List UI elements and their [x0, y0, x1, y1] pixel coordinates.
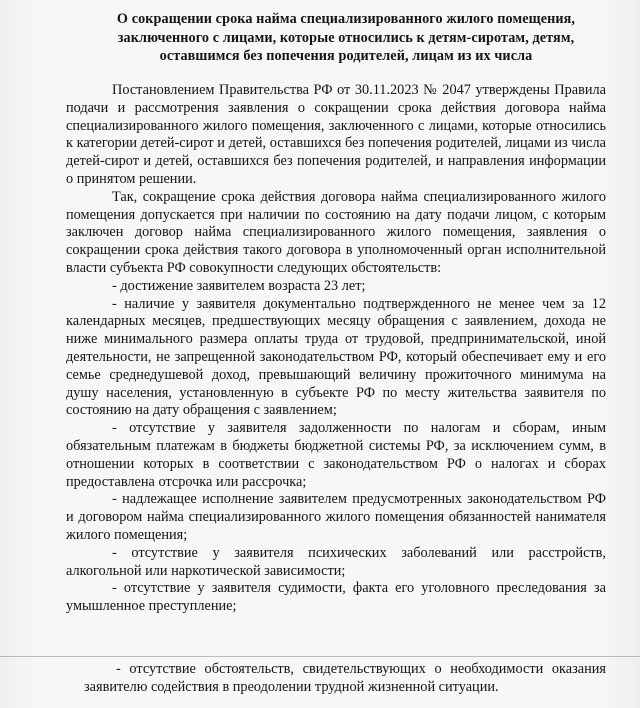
condition-item-no-disorders: - отсутствие у заявителя психических заболеваний или расстройств, алкогольной или наркотической зависимости;	[66, 544, 606, 579]
condition-item-no-hardship: - отсутствие обстоятельств, свидетельствующих о необходимости оказания заявителю содействия в преодолении трудной жизненной ситуации.	[84, 661, 606, 695]
document-title: О сокращении срока найма специализированного жилого помещения, заключенного с лицами, которые относились к детям-сиротам, детям, оставшимся без попечения родителей, лицам из их числа	[116, 11, 576, 64]
document-body	[66, 82, 606, 616]
condition-item-obligations: - надлежащее исполнение заявителем предусмотренных законодательством РФ и договором найма специализированного жилого помещения обязанностей нанимателя жилого помещения;	[66, 491, 606, 543]
paragraph-conditions: Так, сокращение срока действия договора найма специализированного жилого помещения допускается при наличии по состоянию на дату подачи лицом, с которым заключен договор найма специализированного жилого помещения, заявления о сокращении срока действия такого договора в уполномоченный орган исполнительной власти субъекта РФ совокупности следующих обстоятельств:	[66, 188, 606, 276]
paragraph-decree: Постановлением Правительства РФ от 30.11.2023 № 2047 утверждены Правила подачи и рассмотрения заявления о сокращении срока действия договора найма специализированного жилого помещения, заключенного с лицами, которые относились к категории детей-сирот и детей, оставшихся без попечения родителей, лицами из числа детей-сирот и детей, оставшихся без попечения родителей, и направления информации о принятом решении.	[66, 82, 606, 187]
condition-item-age: - достижение заявителем возраста 23 лет;	[112, 277, 366, 294]
condition-item-no-hardship-block	[84, 660, 606, 696]
condition-item-income: - наличие у заявителя документально подтвержденного не менее чем за 12 календарных месяцев, предшествующих месяцу обращения с заявлением, дохода не ниже минимального размера оплаты труда от трудовой, предпринимательской, иной деятельности, не запрещенной законодательством РФ, который обеспечивает ему и его семье среднедушевой доход, превышающий величину прожиточного минимума на душу населения, установленную в субъекте РФ по месту жительства заявителя по состоянию на дату обращения с заявлением;	[66, 295, 606, 419]
condition-item-no-tax-debt: - отсутствие у заявителя задолженности по налогам и сборам, иным обязательным платежам в бюджеты бюджетной системы РФ, за исключением сумм, в отношении которых в соответствии с законодательством РФ о налогах и сборах предоставлена отсрочка или рассрочка;	[66, 420, 606, 490]
condition-item-no-conviction: - отсутствие у заявителя судимости, факта его уголовного преследования за умышленное преступление;	[66, 580, 606, 615]
scan-fold-line	[0, 656, 640, 657]
